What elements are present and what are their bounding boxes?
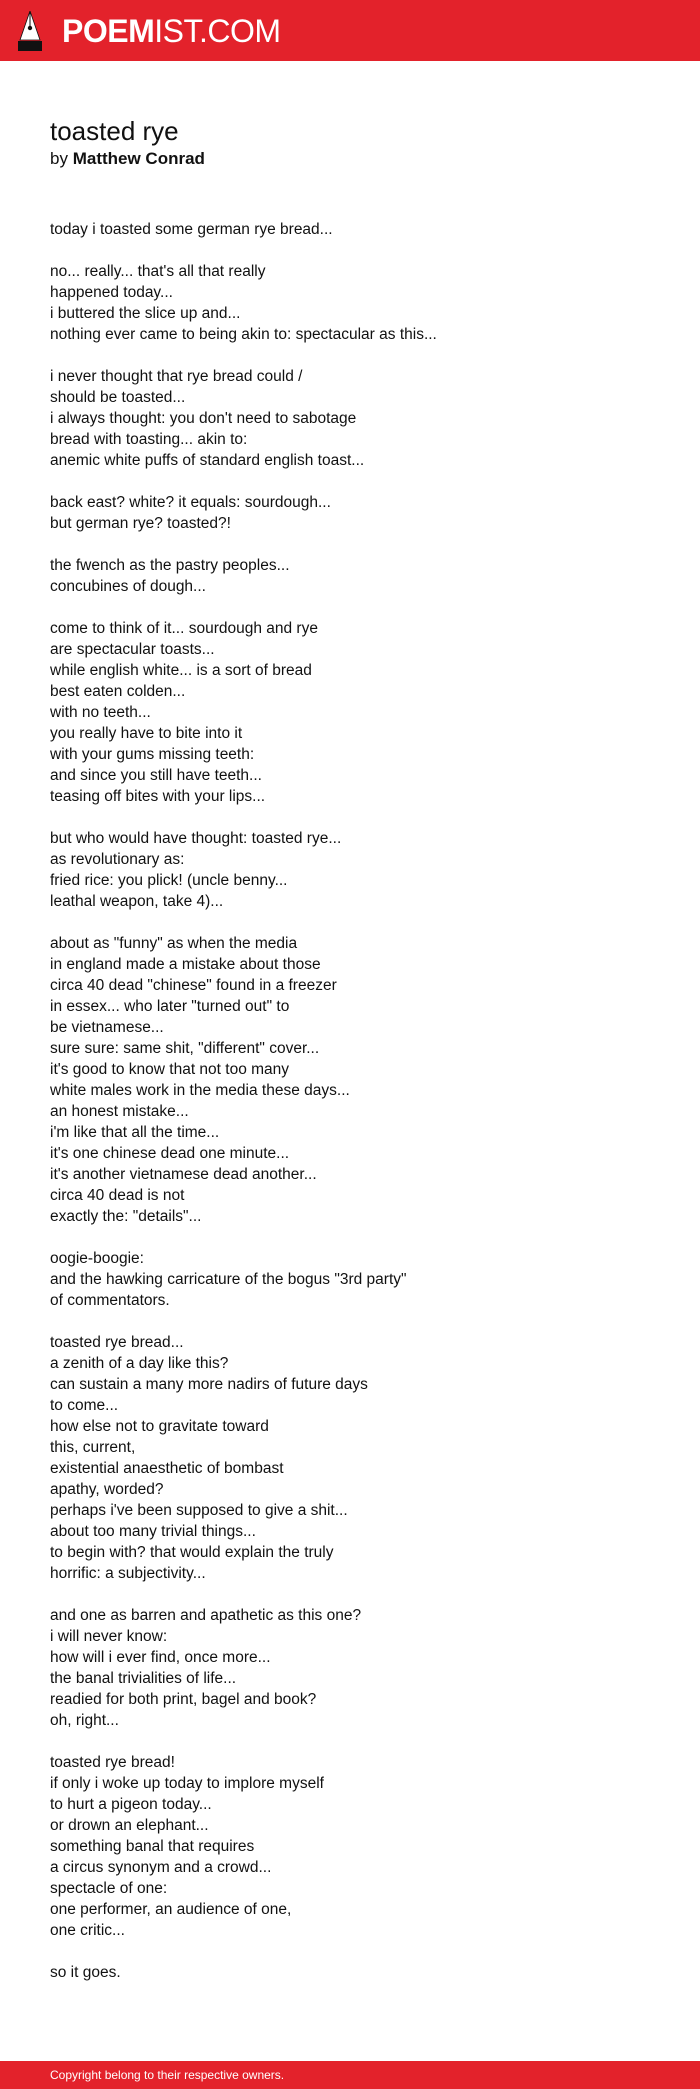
site-logo[interactable] — [18, 11, 281, 51]
poem-stanza — [50, 1332, 650, 1584]
poem-line: come to think of it... sourdough and rye — [50, 620, 318, 637]
poem-stanza — [50, 555, 650, 597]
poem-line: i buttered the slice up and... — [50, 305, 241, 322]
poem-line: be vietnamese... — [50, 1019, 164, 1036]
poem-line: something banal that requires — [50, 1838, 255, 1855]
poem-line: this, current, — [50, 1439, 136, 1456]
poem-line: can sustain a many more nadirs of future days — [50, 1376, 368, 1393]
poem-line: i'm like that all the time... — [50, 1124, 220, 1141]
poem-line: or drown an elephant... — [50, 1817, 209, 1834]
poem-line: the fwench as the pastry peoples... — [50, 557, 290, 574]
poem-line: anemic white puffs of standard english toast... — [50, 452, 365, 469]
poem-line: with no teeth... — [50, 704, 151, 721]
poem-line: about too many trivial things... — [50, 1523, 256, 1540]
poem-line: a circus synonym and a crowd... — [50, 1859, 272, 1876]
poem-line: readied for both print, bagel and book? — [50, 1691, 317, 1708]
poem-line: with your gums missing teeth: — [50, 746, 255, 763]
poem-line: as revolutionary as: — [50, 851, 185, 868]
poem-line: and one as barren and apathetic as this one? — [50, 1607, 362, 1624]
poem-line: sure sure: same shit, "different" cover... — [50, 1040, 320, 1057]
poem-line: in essex... who later "turned out" to — [50, 998, 290, 1015]
poem-line: oogie-boogie: — [50, 1250, 144, 1267]
poem-line: i never thought that rye bread could / — [50, 368, 303, 385]
logo-text-light: IST.COM — [154, 12, 281, 49]
poem-line: toasted rye bread! — [50, 1754, 175, 1771]
poem-content — [50, 116, 650, 2004]
poem-line: oh, right... — [50, 1712, 119, 1729]
poem-line: apathy, worded? — [50, 1481, 164, 1498]
poem-stanza — [50, 933, 650, 1227]
poem-line: i always thought: you don't need to sabotage — [50, 410, 357, 427]
poem-line: concubines of dough... — [50, 578, 206, 595]
poem-line: of commentators. — [50, 1292, 170, 1309]
poem-stanza — [50, 1752, 650, 1941]
poem-line: one performer, an audience of one, — [50, 1901, 292, 1918]
poem-line: it's one chinese dead one minute... — [50, 1145, 290, 1162]
poem-line: existential anaesthetic of bombast — [50, 1460, 284, 1477]
pen-nib-icon — [18, 11, 42, 51]
poem-line: but german rye? toasted?! — [50, 515, 231, 532]
poem-body — [50, 219, 650, 1983]
site-header — [0, 0, 700, 61]
poem-line: nothing ever came to being akin to: spectacular as this... — [50, 326, 437, 343]
poem-line: no... really... that's all that really — [50, 263, 266, 280]
poem-stanza — [50, 1605, 650, 1731]
site-footer — [0, 2061, 700, 2089]
poem-stanza — [50, 492, 650, 534]
poem-line: should be toasted... — [50, 389, 186, 406]
site-logo-text — [62, 12, 281, 49]
poem-line: are spectacular toasts... — [50, 641, 215, 658]
poem-line: teasing off bites with your lips... — [50, 788, 266, 805]
author-link[interactable]: Matthew Conrad — [72, 149, 205, 168]
poem-line: perhaps i've been supposed to give a shit... — [50, 1502, 348, 1519]
copyright-text: Copyright belong to their respective owners. — [50, 2068, 285, 2082]
poem-line: toasted rye bread... — [50, 1334, 184, 1351]
poem-line: one critic... — [50, 1922, 125, 1939]
poem-line: leathal weapon, take 4)... — [50, 893, 224, 910]
logo-text-bold: POEM — [62, 12, 155, 49]
poem-stanza — [50, 828, 650, 912]
poem-line: best eaten colden... — [50, 683, 186, 700]
poem-stanza — [50, 366, 650, 471]
poem-line: to hurt a pigeon today... — [50, 1796, 212, 1813]
poem-line: i will never know: — [50, 1628, 168, 1645]
poem-line: the banal trivialities of life... — [50, 1670, 237, 1687]
poem-stanza — [50, 219, 650, 240]
poem-stanza — [50, 618, 650, 807]
poem-line: how will i ever find, once more... — [50, 1649, 271, 1666]
poem-line: about as "funny" as when the media — [50, 935, 298, 952]
poem-line: to begin with? that would explain the truly — [50, 1544, 334, 1561]
byline — [50, 148, 650, 170]
poem-line: to come... — [50, 1397, 119, 1414]
poem-stanza — [50, 261, 650, 345]
poem-line: fried rice: you plick! (uncle benny... — [50, 872, 288, 889]
poem-line: circa 40 dead is not — [50, 1187, 185, 1204]
poem-line: white males work in the media these days... — [50, 1082, 350, 1099]
poem-line: while english white... is a sort of bread — [50, 662, 312, 679]
poem-line: circa 40 dead "chinese" found in a freezer — [50, 977, 337, 994]
poem-line: it's another vietnamese dead another... — [50, 1166, 317, 1183]
poem-line: bread with toasting... akin to: — [50, 431, 248, 448]
poem-line: how else not to gravitate toward — [50, 1418, 269, 1435]
poem-line: if only i woke up today to implore myself — [50, 1775, 324, 1792]
poem-stanza — [50, 1962, 650, 1983]
poem-line: today i toasted some german rye bread... — [50, 221, 333, 238]
poem-line: in england made a mistake about those — [50, 956, 321, 973]
poem-line: spectacle of one: — [50, 1880, 168, 1897]
poem-line: horrific: a subjectivity... — [50, 1565, 206, 1582]
poem-title: toasted rye — [50, 116, 179, 146]
poem-line: back east? white? it equals: sourdough... — [50, 494, 331, 511]
poem-line: and since you still have teeth... — [50, 767, 262, 784]
poem-line: an honest mistake... — [50, 1103, 189, 1120]
poem-line: and the hawking carricature of the bogus "3rd party" — [50, 1271, 407, 1288]
poem-line: exactly the: "details"... — [50, 1208, 202, 1225]
poem-line: but who would have thought: toasted rye... — [50, 830, 342, 847]
poem-line: it's good to know that not too many — [50, 1061, 290, 1078]
poem-line: so it goes. — [50, 1964, 121, 1981]
poem-line: happened today... — [50, 284, 173, 301]
poem-line: you really have to bite into it — [50, 725, 243, 742]
poem-line: a zenith of a day like this? — [50, 1355, 229, 1372]
byline-prefix: by — [50, 149, 68, 168]
poem-stanza — [50, 1248, 650, 1311]
